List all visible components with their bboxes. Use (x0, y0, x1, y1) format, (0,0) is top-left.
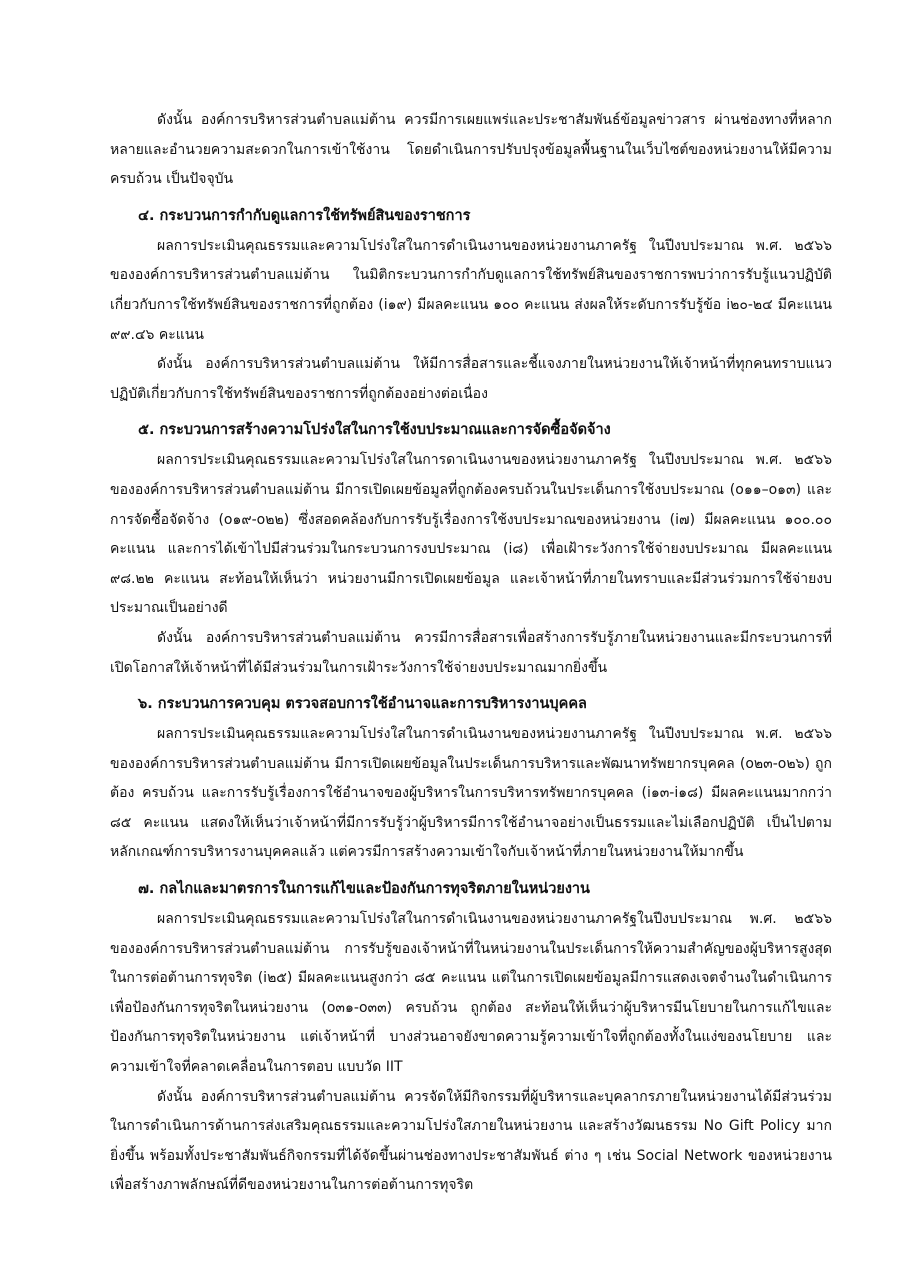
section-7 (110, 874, 832, 1201)
section-4 (110, 201, 832, 410)
section-4-paragraph-1: ผลการประเมินคุณธรรมและความโปร่งใสในการดำเนินงานของหน่วยงานภาครัฐ ในปีงบประมาณ พ.ศ. ๒๕๖๖ ขององค์การบริหารส่วนตำบลแม่ต้าน ในมิติกระบวนการกำกับดูแลการใช้ทรัพย์สินของราชการพบว่าการรับรู้แนวปฏิบัติเกี่ยวกับการใช้ทรัพย์สินของราชการที่ถูกต้อง (i๑๙) มีผลคะแนน ๑๐๐ คะแนน ส่งผลให้ระดับการรับรู้ข้อ i๒๐-๒๔ มีคะแนน ๙๙.๔๖ คะแนน (110, 237, 832, 343)
section-4-paragraph-2: ดังนั้น องค์การบริหารส่วนตำบลแม่ต้าน ให้มีการสื่อสารและชี้แจงภายในหน่วยงานให้เจ้าหน้าที่ทุกคนทราบแนวปฏิบัติเกี่ยวกับการใช้ทรัพย์สินของราชการที่ถูกต้องอย่างต่อเนื่อง (110, 356, 832, 402)
section-5-paragraph-1: ผลการประเมินคุณธรรมและความโปร่งใสในการดาเนินงานของหน่วยงานภาครัฐ ในปีงบประมาณ พ.ศ. ๒๕๖๖ ขององค์การบริหารส่วนตำบลแม่ต้าน มีการเปิดเผยข้อมูลที่ถูกต้องครบถ้วนในประเด็นการใช้งบประมาณ (o๑๑–o๑๓) และการจัดซื้อจัดจ้าง (o๑๙-o๒๒) ซึ่งสอดคล้องกับการรับรู้เรื่องการใช้งบประมาณของหน่วยงาน (i๗) มีผลคะแนน ๑๐๐.๐๐ คะแนน และการได้เข้าไปมีส่วนร่วมในกระบวนการงบประมาณ (i๘) เพื่อเฝ้าระวังการใช้จ่ายงบประมาณ มีผลคะแนน ๙๘.๒๒ คะแนน สะท้อนให้เห็นว่า หน่วยงานมีการเปิดเผยข้อมูล และเจ้าหน้าที่ภายในทราบและมีส่วนร่วมการใช้จ่ายงบประมาณเป็นอย่างดี (110, 452, 832, 617)
section-7-paragraph-1: ผลการประเมินคุณธรรมและความโปร่งใสในการดำเนินงานของหน่วยงานภาครัฐในปีงบประมาณ พ.ศ. ๒๕๖๖ ขององค์การบริหารส่วนตำบลแม่ต้าน การรับรู้ของเจ้าหน้าที่ในหน่วยงานในประเด็นการให้ความสำคัญของผู้บริหารสูงสุดในการต่อต้านการทุจริต (i๒๕) มีผลคะแนนสูงกว่า ๘๕ คะแนน แต่ในการเปิดเผยข้อมูลมีการแสดงเจตจำนงในดำเนินการเพื่อป้องกันการทุจริตในหน่วยงาน (o๓๑-o๓๓) ครบถ้วน ถูกต้อง สะท้อนให้เห็นว่าผู้บริหารมีนโยบายในการแก้ไขและป้องกันการทุจริตในหน่วยงาน แต่เจ้าหน้าที่ บางส่วนอาจยังขาดความรู้ความเข้าใจที่ถูกต้องทั้งในแง่ของนโยบาย และความเข้าใจที่คลาดเคลื่อนในการตอบ แบบวัด IIT (110, 911, 832, 1076)
section-5 (110, 415, 832, 683)
intro-paragraph: ดังนั้น องค์การบริหารส่วนตำบลแม่ต้าน ควรมีการเผยแพร่และประชาสัมพันธ์ข้อมูลข่าวสาร ผ่านช่องทางที่หลากหลายและอำนวยความสะดวกในการเข้าใช้งาน โดยดำเนินการปรับปรุงข้อมูลพื้นฐานในเว็บไซต์ของหน่วยงานให้มีความครบถ้วน เป็นปัจจุบัน (110, 112, 832, 188)
section-7-paragraph-2: ดังนั้น องค์การบริหารส่วนตำบลแม่ต้าน ควรจัดให้มีกิจกรรมที่ผู้บริหารและบุคลากรภายในหน่วยงานได้มีส่วนร่วมในการดำเนินการด้านการส่งเสริมคุณธรรมและความโปร่งใสภายในหน่วยงาน และสร้างวัฒนธรรม No Gift Policy มากยิ่งขึ้น พร้อมทั้งประชาสัมพันธ์กิจกรรมที่ได้จัดขึ้นผ่านช่องทางประชาสัมพันธ์ ต่าง ๆ เช่น Social Network ของหน่วยงาน เพื่อสร้างภาพลักษณ์ที่ดีของหน่วยงานในการต่อต้านการทุจริต (110, 1088, 832, 1194)
section-6-heading: ๖. กระบวนการควบคุม ตรวจสอบการใช้อำนาจและการบริหารงานบุคคล (138, 696, 587, 713)
section-7-heading: ๗. กลไกและมาตรการในการแก้ไขและป้องกันการทุจริตภายในหน่วยงาน (138, 881, 590, 898)
section-6-paragraph-1: ผลการประเมินคุณธรรมและความโปร่งใสในการดำเนินงานของหน่วยงานภาครัฐ ในปีงบประมาณ พ.ศ. ๒๕๖๖ ขององค์การบริหารส่วนตำบลแม่ต้าน มีการเปิดเผยข้อมูลในประเด็นการบริหารและพัฒนาทรัพยากรบุคคล (o๒๓-o๒๖) ถูกต้อง ครบถ้วน และการรับรู้เรื่องการใช้อำนาจของผู้บริหารในการบริหารทรัพยากรบุคคล (i๑๓-i๑๘) มีผลคะแนนมากกว่า ๘๕ คะแนน แสดงให้เห็นว่าเจ้าหน้าที่มีการรับรู้ว่าผู้บริหารมีการใช้อำนาจอย่างเป็นธรรมและไม่เลือกปฏิบัติ เป็นไปตามหลักเกณฑ์การบริหารงานบุคคลแล้ว แต่ควรมีการสร้างความเข้าใจกับเจ้าหน้าที่ภายในหน่วยงานให้มากขึ้น (110, 726, 832, 861)
section-5-heading: ๕. กระบวนการสร้างความโปร่งใสในการใช้งบประมาณและการจัดซื้อจัดจ้าง (138, 422, 611, 439)
section-4-heading: ๔. กระบวนการกำกับดูแลการใช้ทรัพย์สินของราชการ (138, 207, 471, 224)
section-6 (110, 689, 832, 868)
document-page (110, 106, 832, 1201)
section-5-paragraph-2: ดังนั้น องค์การบริหารส่วนตำบลแม่ต้าน ควรมีการสื่อสารเพื่อสร้างการรับรู้ภายในหน่วยงานและมีกระบวนการที่เปิดโอกาสให้เจ้าหน้าที่ได้มีส่วนร่วมในการเฝ้าระวังการใช้จ่ายงบประมาณมากยิ่งขึ้น (110, 629, 832, 676)
